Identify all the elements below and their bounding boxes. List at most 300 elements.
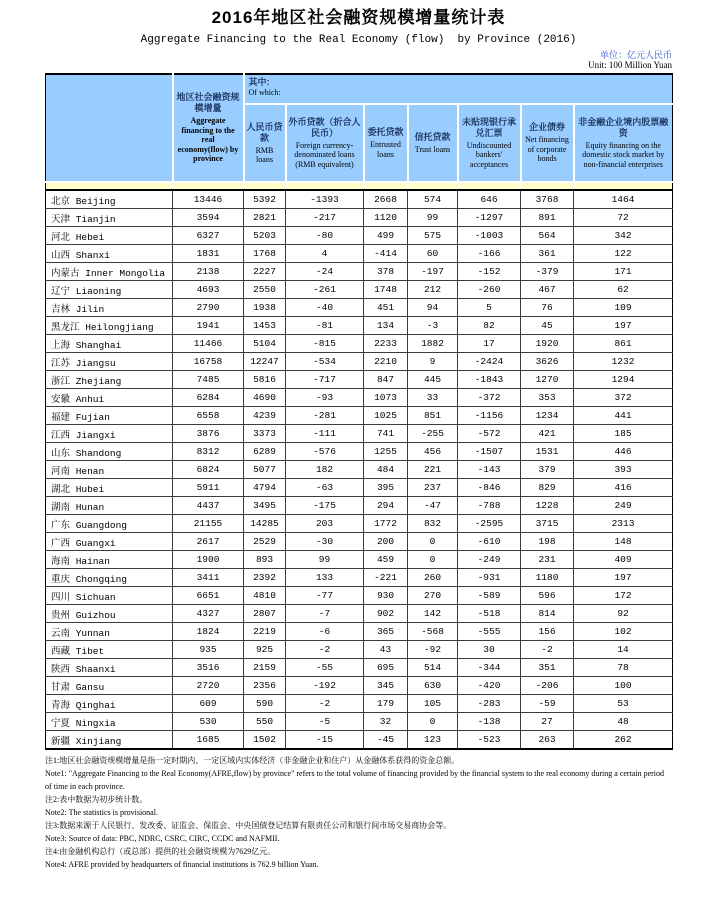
value-cell: 829 <box>521 479 574 497</box>
value-cell: -576 <box>286 443 364 461</box>
header-trust-zh: 信托贷款 <box>414 131 451 142</box>
province-cell: 福建 Fujian <box>46 407 173 425</box>
band-cell <box>521 182 574 190</box>
province-cell: 天津 Tianjin <box>46 209 173 227</box>
value-cell: 82 <box>458 317 521 335</box>
value-cell: -717 <box>286 371 364 389</box>
value-cell: -81 <box>286 317 364 335</box>
value-cell: 2233 <box>364 335 408 353</box>
value-cell: 2159 <box>244 659 286 677</box>
value-cell: -1297 <box>458 209 521 227</box>
value-cell: 5392 <box>244 190 286 209</box>
table-row <box>46 695 673 713</box>
value-cell: -206 <box>521 677 574 695</box>
value-cell: -589 <box>458 587 521 605</box>
value-cell: -518 <box>458 605 521 623</box>
value-cell: -152 <box>458 263 521 281</box>
value-cell: 133 <box>286 569 364 587</box>
value-cell: 94 <box>408 299 458 317</box>
table-row <box>46 551 673 569</box>
table-row <box>46 245 673 263</box>
header-equity-en: Equity financing on the domestic stock market by non-financial enterprises <box>582 140 665 169</box>
value-cell: 9 <box>408 353 458 371</box>
value-cell: 4239 <box>244 407 286 425</box>
value-cell: 142 <box>408 605 458 623</box>
value-cell: 530 <box>173 713 244 731</box>
table-row <box>46 587 673 605</box>
value-cell: 5203 <box>244 227 286 245</box>
value-cell: 212 <box>408 281 458 299</box>
value-cell: -283 <box>458 695 521 713</box>
value-cell: 4437 <box>173 497 244 515</box>
value-cell: -45 <box>364 731 408 750</box>
value-cell: -523 <box>458 731 521 750</box>
value-cell: 109 <box>574 299 673 317</box>
value-cell: 0 <box>408 713 458 731</box>
value-cell: -2 <box>521 641 574 659</box>
value-cell: 4327 <box>173 605 244 623</box>
value-cell: 13446 <box>173 190 244 209</box>
value-cell: -197 <box>408 263 458 281</box>
header-cell-equity-financing <box>574 104 673 182</box>
table-row <box>46 623 673 641</box>
value-cell: 550 <box>244 713 286 731</box>
value-cell: 5816 <box>244 371 286 389</box>
value-cell: 148 <box>574 533 673 551</box>
value-cell: 32 <box>364 713 408 731</box>
table-row <box>46 713 673 731</box>
header-bonds-en: Net financing of corporate bonds <box>525 135 569 164</box>
value-cell: 2790 <box>173 299 244 317</box>
value-cell: 4690 <box>244 389 286 407</box>
table-row <box>46 443 673 461</box>
value-cell: 3373 <box>244 425 286 443</box>
value-cell: 1920 <box>521 335 574 353</box>
value-cell: 72 <box>574 209 673 227</box>
table-row <box>46 299 673 317</box>
value-cell: 393 <box>574 461 673 479</box>
value-cell: 270 <box>408 587 458 605</box>
value-cell: 2219 <box>244 623 286 641</box>
note-3-en: Note3: Source of data: PBC, NDRC, CSRC, CIRC, CCDC and NAFMII. <box>45 834 280 843</box>
table-row <box>46 353 673 371</box>
value-cell: 0 <box>408 551 458 569</box>
value-cell: 262 <box>574 731 673 750</box>
value-cell: 4794 <box>244 479 286 497</box>
value-cell: 5 <box>458 299 521 317</box>
value-cell: -80 <box>286 227 364 245</box>
value-cell: 4693 <box>173 281 244 299</box>
header-band-row <box>46 182 673 190</box>
value-cell: 1831 <box>173 245 244 263</box>
value-cell: -1003 <box>458 227 521 245</box>
value-cell: 123 <box>408 731 458 750</box>
value-cell: 100 <box>574 677 673 695</box>
value-cell: 6284 <box>173 389 244 407</box>
value-cell: -2 <box>286 641 364 659</box>
value-cell: 378 <box>364 263 408 281</box>
header-bonds-zh: 企业债券 <box>528 122 565 133</box>
province-cell: 江西 Jiangxi <box>46 425 173 443</box>
table-row <box>46 227 673 245</box>
value-cell: 231 <box>521 551 574 569</box>
province-cell: 浙江 Zhejiang <box>46 371 173 389</box>
value-cell: -55 <box>286 659 364 677</box>
value-cell: 1294 <box>574 371 673 389</box>
value-cell: 630 <box>408 677 458 695</box>
province-cell: 海南 Hainan <box>46 551 173 569</box>
table-row <box>46 569 673 587</box>
value-cell: -2595 <box>458 515 521 533</box>
header-cell-rmb-loans <box>244 104 286 182</box>
afre-table <box>45 73 673 750</box>
value-cell: 197 <box>574 317 673 335</box>
header-entrusted-en: Entrusted loans <box>370 140 401 159</box>
value-cell: 1120 <box>364 209 408 227</box>
header-cell-foreign-loans <box>286 104 364 182</box>
value-cell: -568 <box>408 623 458 641</box>
value-cell: 294 <box>364 497 408 515</box>
value-cell: 200 <box>364 533 408 551</box>
value-cell: 1255 <box>364 443 408 461</box>
value-cell: 446 <box>574 443 673 461</box>
value-cell: 221 <box>408 461 458 479</box>
value-cell: 2529 <box>244 533 286 551</box>
value-cell: 342 <box>574 227 673 245</box>
value-cell: 2392 <box>244 569 286 587</box>
value-cell: 459 <box>364 551 408 569</box>
value-cell: 2210 <box>364 353 408 371</box>
value-cell: 16758 <box>173 353 244 371</box>
province-cell: 辽宁 Liaoning <box>46 281 173 299</box>
value-cell: -420 <box>458 677 521 695</box>
value-cell: 456 <box>408 443 458 461</box>
value-cell: -166 <box>458 245 521 263</box>
value-cell: 351 <box>521 659 574 677</box>
value-cell: -77 <box>286 587 364 605</box>
value-cell: 2313 <box>574 515 673 533</box>
note-2-zh: 注2:表中数据为初步统计数。 <box>45 795 148 804</box>
value-cell: -217 <box>286 209 364 227</box>
province-cell: 安徽 Anhui <box>46 389 173 407</box>
table-row <box>46 407 673 425</box>
value-cell: -47 <box>408 497 458 515</box>
value-cell: 6824 <box>173 461 244 479</box>
table-row <box>46 533 673 551</box>
table-row <box>46 209 673 227</box>
value-cell: 122 <box>574 245 673 263</box>
value-cell: 172 <box>574 587 673 605</box>
header-equity-zh: 非金融企业境内股票融资 <box>578 116 669 138</box>
value-cell: 596 <box>521 587 574 605</box>
value-cell: 1232 <box>574 353 673 371</box>
value-cell: 893 <box>244 551 286 569</box>
value-cell: -15 <box>286 731 364 750</box>
value-cell: 365 <box>364 623 408 641</box>
header-cell-of-which <box>244 74 673 104</box>
value-cell: -6 <box>286 623 364 641</box>
value-cell: 5911 <box>173 479 244 497</box>
value-cell: 12247 <box>244 353 286 371</box>
header-undiscounted-en: Undiscounted bankers' acceptances <box>466 140 512 169</box>
value-cell: 3495 <box>244 497 286 515</box>
value-cell: -1156 <box>458 407 521 425</box>
value-cell: 203 <box>286 515 364 533</box>
value-cell: -344 <box>458 659 521 677</box>
value-cell: 832 <box>408 515 458 533</box>
table-row <box>46 515 673 533</box>
value-cell: 78 <box>574 659 673 677</box>
table-row <box>46 641 673 659</box>
value-cell: 3411 <box>173 569 244 587</box>
value-cell: -534 <box>286 353 364 371</box>
band-cell <box>408 182 458 190</box>
value-cell: -2 <box>286 695 364 713</box>
value-cell: 574 <box>408 190 458 209</box>
value-cell: -30 <box>286 533 364 551</box>
value-cell: 171 <box>574 263 673 281</box>
province-cell: 广西 Guangxi <box>46 533 173 551</box>
value-cell: 891 <box>521 209 574 227</box>
header-afre-en: Aggregate financing to the real economy(flow) by province <box>177 116 239 164</box>
value-cell: 3516 <box>173 659 244 677</box>
header-afre-zh: 地区社会融资规模增量 <box>176 92 240 114</box>
value-cell: -281 <box>286 407 364 425</box>
table-row <box>46 425 673 443</box>
value-cell: 1502 <box>244 731 286 750</box>
value-cell: 1824 <box>173 623 244 641</box>
note-1-zh: 注1:地区社会融资规模增量是指一定时期内、一定区域内实体经济（非金融企业和住户）从金融体系获得的资金总额。 <box>45 756 460 765</box>
value-cell: 48 <box>574 713 673 731</box>
value-cell: -1843 <box>458 371 521 389</box>
province-cell: 黑龙江 Heilongjiang <box>46 317 173 335</box>
header-cell-trust-loans <box>408 104 458 182</box>
value-cell: 17 <box>458 335 521 353</box>
unit-label-zh: 单位：亿元人民币 <box>599 50 672 60</box>
value-cell: 1685 <box>173 731 244 750</box>
value-cell: 1234 <box>521 407 574 425</box>
province-cell: 山东 Shandong <box>46 443 173 461</box>
note-2-en: Note2: The statistics is provisional. <box>45 808 158 817</box>
value-cell: 379 <box>521 461 574 479</box>
value-cell: 1270 <box>521 371 574 389</box>
value-cell: 851 <box>408 407 458 425</box>
header-undiscounted-zh: 未贴现银行承兑汇票 <box>461 116 516 138</box>
value-cell: 3594 <box>173 209 244 227</box>
value-cell: 1882 <box>408 335 458 353</box>
value-cell: 2550 <box>244 281 286 299</box>
value-cell: 156 <box>521 623 574 641</box>
unit-label-en: Unit: 100 Million Yuan <box>588 60 672 70</box>
of-which-zh: 其中: <box>248 77 270 87</box>
value-cell: 21155 <box>173 515 244 533</box>
of-which-en: Of which: <box>248 88 281 97</box>
value-cell: -788 <box>458 497 521 515</box>
band-cell <box>574 182 673 190</box>
value-cell: 2138 <box>173 263 244 281</box>
table-row <box>46 335 673 353</box>
province-cell: 湖南 Hunan <box>46 497 173 515</box>
value-cell: 1941 <box>173 317 244 335</box>
province-cell: 西藏 Tibet <box>46 641 173 659</box>
band-cell <box>46 182 173 190</box>
header-cell-entrusted-loans <box>364 104 408 182</box>
header-rmb-zh: 人民币贷款 <box>246 121 283 143</box>
header-cell-corporate-bonds <box>521 104 574 182</box>
value-cell: -143 <box>458 461 521 479</box>
value-cell: -92 <box>408 641 458 659</box>
value-cell: -372 <box>458 389 521 407</box>
value-cell: -610 <box>458 533 521 551</box>
value-cell: -3 <box>408 317 458 335</box>
value-cell: 4810 <box>244 587 286 605</box>
value-cell: 1900 <box>173 551 244 569</box>
value-cell: 902 <box>364 605 408 623</box>
value-cell: -846 <box>458 479 521 497</box>
header-cell-province-blank <box>46 74 173 182</box>
value-cell: -138 <box>458 713 521 731</box>
value-cell: 1180 <box>521 569 574 587</box>
value-cell: -1393 <box>286 190 364 209</box>
value-cell: 814 <box>521 605 574 623</box>
value-cell: -260 <box>458 281 521 299</box>
value-cell: -93 <box>286 389 364 407</box>
header-foreign-en: Foreign currency-denominated loans (RMB equivalent) <box>294 140 355 169</box>
value-cell: 237 <box>408 479 458 497</box>
table-row <box>46 605 673 623</box>
band-cell <box>364 182 408 190</box>
value-cell: 646 <box>458 190 521 209</box>
note-3-zh: 注3:数据来源于人民银行、发改委、证监会、保监会、中央国债登记结算有限责任公司和银行间市场交易商协会等。 <box>45 821 452 830</box>
value-cell: 14285 <box>244 515 286 533</box>
value-cell: 514 <box>408 659 458 677</box>
province-cell: 青海 Qinghai <box>46 695 173 713</box>
value-cell: -261 <box>286 281 364 299</box>
note-1-en: Note1: "Aggregate Financing to the Real Economy(AFRE,flow) by province" refers to the total volume of financing provided by the financial system to the real economy during a certain period of time in each province. <box>45 769 665 791</box>
value-cell: 92 <box>574 605 673 623</box>
header-cell-afre <box>173 74 244 182</box>
value-cell: 102 <box>574 623 673 641</box>
province-cell: 河南 Henan <box>46 461 173 479</box>
table-row <box>46 317 673 335</box>
table-row <box>46 479 673 497</box>
value-cell: 62 <box>574 281 673 299</box>
value-cell: 441 <box>574 407 673 425</box>
value-cell: 847 <box>364 371 408 389</box>
value-cell: 451 <box>364 299 408 317</box>
value-cell: 0 <box>408 533 458 551</box>
value-cell: -63 <box>286 479 364 497</box>
value-cell: 60 <box>408 245 458 263</box>
page-subtitle: Aggregate Financing to the Real Economy (flow) by Province (2016) <box>140 34 577 46</box>
province-cell: 山西 Shanxi <box>46 245 173 263</box>
value-cell: 182 <box>286 461 364 479</box>
value-cell: -111 <box>286 425 364 443</box>
value-cell: 484 <box>364 461 408 479</box>
table-row <box>46 659 673 677</box>
value-cell: 1748 <box>364 281 408 299</box>
value-cell: 249 <box>574 497 673 515</box>
table-row <box>46 677 673 695</box>
value-cell: 3768 <box>521 190 574 209</box>
value-cell: 6651 <box>173 587 244 605</box>
value-cell: 134 <box>364 317 408 335</box>
value-cell: -24 <box>286 263 364 281</box>
value-cell: 575 <box>408 227 458 245</box>
band-cell <box>286 182 364 190</box>
table-row <box>46 190 673 209</box>
header-row-top <box>46 74 673 104</box>
value-cell: 5077 <box>244 461 286 479</box>
value-cell: 76 <box>521 299 574 317</box>
table-row <box>46 731 673 750</box>
value-cell: 2821 <box>244 209 286 227</box>
value-cell: -2424 <box>458 353 521 371</box>
notes-block <box>45 754 672 871</box>
table-row <box>46 263 673 281</box>
value-cell: -931 <box>458 569 521 587</box>
table-row <box>46 389 673 407</box>
value-cell: 930 <box>364 587 408 605</box>
province-cell: 广东 Guangdong <box>46 515 173 533</box>
province-cell: 江苏 Jiangsu <box>46 353 173 371</box>
value-cell: 345 <box>364 677 408 695</box>
value-cell: 198 <box>521 533 574 551</box>
value-cell: 935 <box>173 641 244 659</box>
value-cell: 925 <box>244 641 286 659</box>
value-cell: -815 <box>286 335 364 353</box>
value-cell: -379 <box>521 263 574 281</box>
province-cell: 四川 Sichuan <box>46 587 173 605</box>
value-cell: 3626 <box>521 353 574 371</box>
value-cell: 2668 <box>364 190 408 209</box>
value-cell: -1507 <box>458 443 521 461</box>
document-sheet <box>45 7 672 871</box>
value-cell: -572 <box>458 425 521 443</box>
province-cell: 宁夏 Ningxia <box>46 713 173 731</box>
value-cell: 6558 <box>173 407 244 425</box>
value-cell: 1453 <box>244 317 286 335</box>
note-4-zh: 注4:由金融机构总行（或总部）提供的社会融资规模为7629亿元。 <box>45 847 276 856</box>
value-cell: 499 <box>364 227 408 245</box>
value-cell: 3715 <box>521 515 574 533</box>
value-cell: 1531 <box>521 443 574 461</box>
value-cell: 395 <box>364 479 408 497</box>
table-row <box>46 461 673 479</box>
value-cell: 1768 <box>244 245 286 263</box>
value-cell: 14 <box>574 641 673 659</box>
value-cell: 1772 <box>364 515 408 533</box>
value-cell: -249 <box>458 551 521 569</box>
header-foreign-zh: 外币贷款（折合人民币） <box>288 116 361 138</box>
value-cell: 105 <box>408 695 458 713</box>
header-cell-undiscounted-acceptances <box>458 104 521 182</box>
value-cell: 1228 <box>521 497 574 515</box>
header-rmb-en: RMB loans <box>255 145 274 164</box>
value-cell: 416 <box>574 479 673 497</box>
value-cell: 4 <box>286 245 364 263</box>
value-cell: 1464 <box>574 190 673 209</box>
province-cell: 上海 Shanghai <box>46 335 173 353</box>
value-cell: 609 <box>173 695 244 713</box>
note-4-en: Note4: AFRE provided by headquarters of financial institutions is 762.9 billion Yuan. <box>45 860 319 869</box>
value-cell: 6289 <box>244 443 286 461</box>
value-cell: -255 <box>408 425 458 443</box>
value-cell: 741 <box>364 425 408 443</box>
value-cell: -59 <box>521 695 574 713</box>
unit-block <box>45 50 672 71</box>
band-cell <box>244 182 286 190</box>
